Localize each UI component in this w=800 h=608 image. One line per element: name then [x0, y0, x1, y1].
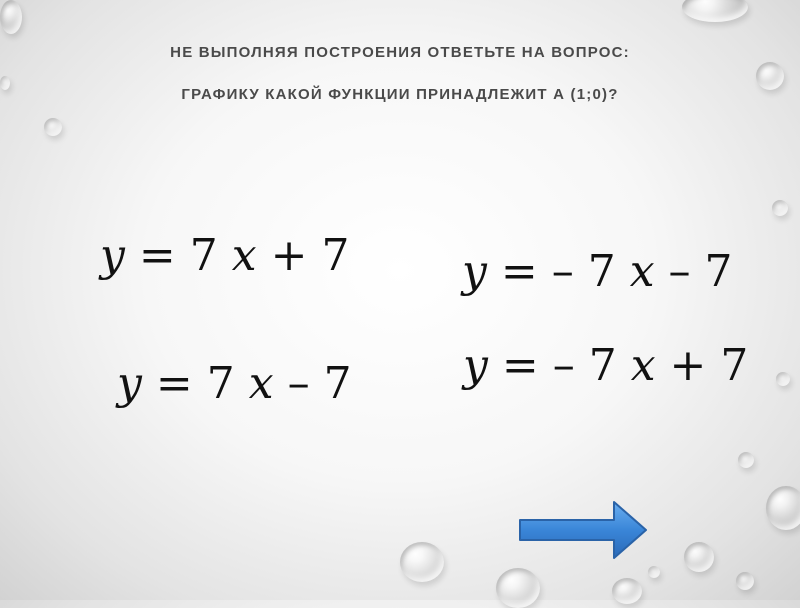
water-drop-decoration — [648, 566, 660, 578]
water-drop-decoration — [684, 542, 714, 572]
next-slide-button[interactable] — [518, 498, 648, 562]
formula-equals: = — [155, 358, 193, 409]
water-drop-decoration — [496, 568, 540, 608]
formula-constant: 7 — [321, 230, 350, 281]
water-drop-decoration — [776, 372, 790, 386]
formula-lhs: y — [462, 246, 487, 297]
question-title: НЕ ВЫПОЛНЯЯ ПОСТРОЕНИЯ ОТВЕТЬТЕ НА ВОПРОС: — [170, 44, 630, 61]
formula-variable: x — [630, 340, 656, 391]
water-drop-decoration — [400, 542, 444, 582]
formula-variable: x — [629, 246, 655, 297]
water-drop-decoration — [736, 572, 754, 590]
formula-coefficient: 7 — [189, 230, 218, 281]
formula-variable: x — [248, 358, 274, 409]
formula-constant: 7 — [704, 246, 733, 297]
formula-lhs: y — [100, 230, 125, 281]
formula-operator: – — [287, 358, 310, 409]
formula-option-4[interactable] — [463, 340, 749, 391]
formula-equals: = — [500, 246, 538, 297]
water-drop-decoration — [44, 118, 62, 136]
water-drop-decoration — [0, 0, 22, 34]
water-drop-decoration — [766, 486, 800, 530]
formula-option-3[interactable] — [117, 358, 352, 409]
formula-lhs: y — [117, 358, 142, 409]
formula-option-2[interactable] — [462, 246, 733, 297]
formula-equals: = — [501, 340, 539, 391]
formula-lhs: y — [463, 340, 488, 391]
formula-constant: 7 — [720, 340, 749, 391]
right-arrow-icon — [518, 498, 648, 562]
formula-equals: = — [138, 230, 176, 281]
water-drop-decoration — [612, 578, 642, 604]
formula-operator: – — [668, 246, 691, 297]
formula-operator: + — [270, 230, 308, 281]
formula-coefficient: – 7 — [551, 246, 616, 297]
formula-coefficient: – 7 — [552, 340, 617, 391]
formula-constant: 7 — [323, 358, 352, 409]
formula-option-1[interactable] — [100, 230, 350, 281]
question-subtitle: ГРАФИКУ КАКОЙ ФУНКЦИИ ПРИНАДЛЕЖИТ А (1;0)? — [181, 86, 619, 103]
water-drop-decoration — [772, 200, 788, 216]
formula-coefficient: 7 — [206, 358, 235, 409]
water-drop-decoration — [738, 452, 754, 468]
water-drop-decoration — [682, 0, 748, 22]
formula-operator: + — [669, 340, 707, 391]
formula-variable: x — [231, 230, 257, 281]
